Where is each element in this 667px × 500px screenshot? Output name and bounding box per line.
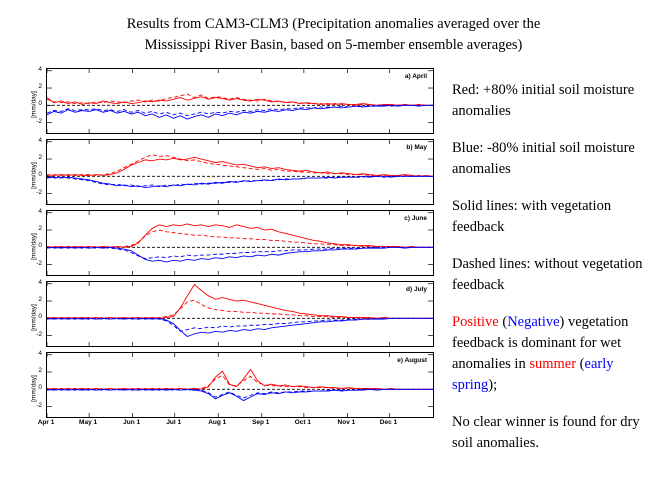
series-red-solid (47, 157, 433, 176)
y-tick-label: 2 (38, 154, 42, 162)
series-red-solid (47, 224, 433, 247)
legend-notes (452, 80, 660, 470)
y-tick-label: 4 (38, 207, 42, 215)
note-summary-seg-7: early spring (452, 356, 614, 393)
note-dashed-seg-1: Dashed lines: without vegetation feedback (452, 256, 643, 293)
series-blue-solid (47, 105, 433, 119)
note-red-seg-1: Red: +80% initial soil moisture anomalies (452, 82, 635, 119)
plot-svg (47, 353, 433, 417)
y-tick-label: 0 (38, 313, 42, 321)
chart-panel-2 (8, 136, 438, 210)
y-axis-label: [mm/day] (30, 91, 38, 118)
panel-label: d) July (406, 286, 427, 293)
plot-svg (47, 282, 433, 346)
figure-title-line-2: Mississippi River Basin, based on 5-member ensemble averages) (144, 37, 523, 53)
note-summary-seg-8: ); (488, 377, 498, 393)
y-tick-label: -2 (36, 117, 42, 125)
series-blue-solid (47, 318, 433, 336)
series-blue-dashed (47, 389, 433, 398)
note-red (452, 80, 660, 122)
y-tick-label: 4 (38, 349, 42, 357)
note-blue-seg-1: Blue: -80% initial soil moisture anomalies (452, 140, 635, 177)
y-tick-label: 4 (38, 278, 42, 286)
series-blue-dashed (47, 318, 433, 331)
note-summary-seg-1: Positive (452, 314, 499, 330)
series-red-solid (47, 285, 433, 319)
series-red-solid (47, 369, 433, 389)
note-dry (452, 412, 660, 454)
x-tick-label: Sep 1 (252, 419, 270, 426)
series-blue-dashed (47, 176, 433, 186)
plot-area (46, 281, 434, 347)
note-solid (452, 196, 660, 238)
y-axis-label: [mm/day] (30, 375, 38, 402)
plot-area (46, 210, 434, 276)
x-tick-label: Jun 1 (123, 419, 141, 426)
y-axis-label: [mm/day] (30, 304, 38, 331)
note-summary-seg-3: Negative (507, 314, 560, 330)
series-blue-solid (47, 389, 433, 400)
y-axis-label: [mm/day] (30, 162, 38, 189)
x-tick-label: Jul 1 (166, 419, 182, 426)
chart-panel-4 (8, 278, 438, 352)
plot-area (46, 68, 434, 134)
x-tick-label: Nov 1 (337, 419, 356, 426)
chart-panels (8, 65, 438, 470)
note-summary-seg-6: ( (576, 356, 585, 372)
plot-svg (47, 140, 433, 204)
figure-title-line-1: Results from CAM3-CLM3 (Precipitation anomalies averaged over the (126, 16, 541, 32)
note-dashed (452, 254, 660, 296)
y-tick-label: 4 (38, 65, 42, 73)
series-blue-dashed (47, 105, 433, 115)
note-summary-seg-2: ( (498, 314, 508, 330)
panel-label: e) August (397, 357, 427, 364)
y-tick-label: -2 (36, 188, 42, 196)
y-tick-label: -2 (36, 401, 42, 409)
figure-title (0, 14, 667, 56)
y-tick-label: 2 (38, 367, 42, 375)
x-axis (37, 418, 434, 432)
panel-label: a) April (404, 73, 427, 80)
chart-panel-1 (8, 65, 438, 139)
series-red-dashed (47, 155, 433, 177)
series-red-dashed (47, 230, 433, 247)
series-blue-solid (47, 247, 433, 262)
plot-area (46, 352, 434, 418)
series-red-dashed (47, 300, 433, 318)
x-tick-label: Aug 1 (208, 419, 227, 426)
y-tick-label: 0 (38, 242, 42, 250)
plot-area (46, 139, 434, 205)
note-summary (452, 312, 660, 396)
x-tick-label: Apr 1 (37, 419, 55, 426)
note-summary-seg-5: summer (529, 356, 577, 372)
y-tick-label: 4 (38, 136, 42, 144)
note-blue (452, 138, 660, 180)
y-tick-label: 2 (38, 296, 42, 304)
panel-label: c) June (404, 215, 427, 222)
y-tick-label: 2 (38, 225, 42, 233)
y-tick-label: -2 (36, 330, 42, 338)
y-tick-label: 0 (38, 384, 42, 392)
chart-panel-3 (8, 207, 438, 281)
x-tick-label: May 1 (79, 419, 98, 426)
plot-svg (47, 211, 433, 275)
y-tick-label: 0 (38, 100, 42, 108)
x-tick-label: Dec 1 (379, 419, 398, 426)
y-tick-label: -2 (36, 259, 42, 267)
x-tick-label: Oct 1 (294, 419, 311, 426)
panel-label: b) May (406, 144, 427, 151)
note-dry-seg-1: No clear winner is found for dry soil anomalies. (452, 414, 640, 451)
note-solid-seg-1: Solid lines: with vegetation feedback (452, 198, 612, 235)
y-tick-label: 0 (38, 171, 42, 179)
plot-svg (47, 69, 433, 133)
note-summary-seg-4: ) vegetation feedback is dominant for wet anomalies in (452, 314, 629, 372)
y-axis-label: [mm/day] (30, 233, 38, 260)
chart-panel-5 (8, 349, 438, 426)
y-tick-label: 2 (38, 83, 42, 91)
